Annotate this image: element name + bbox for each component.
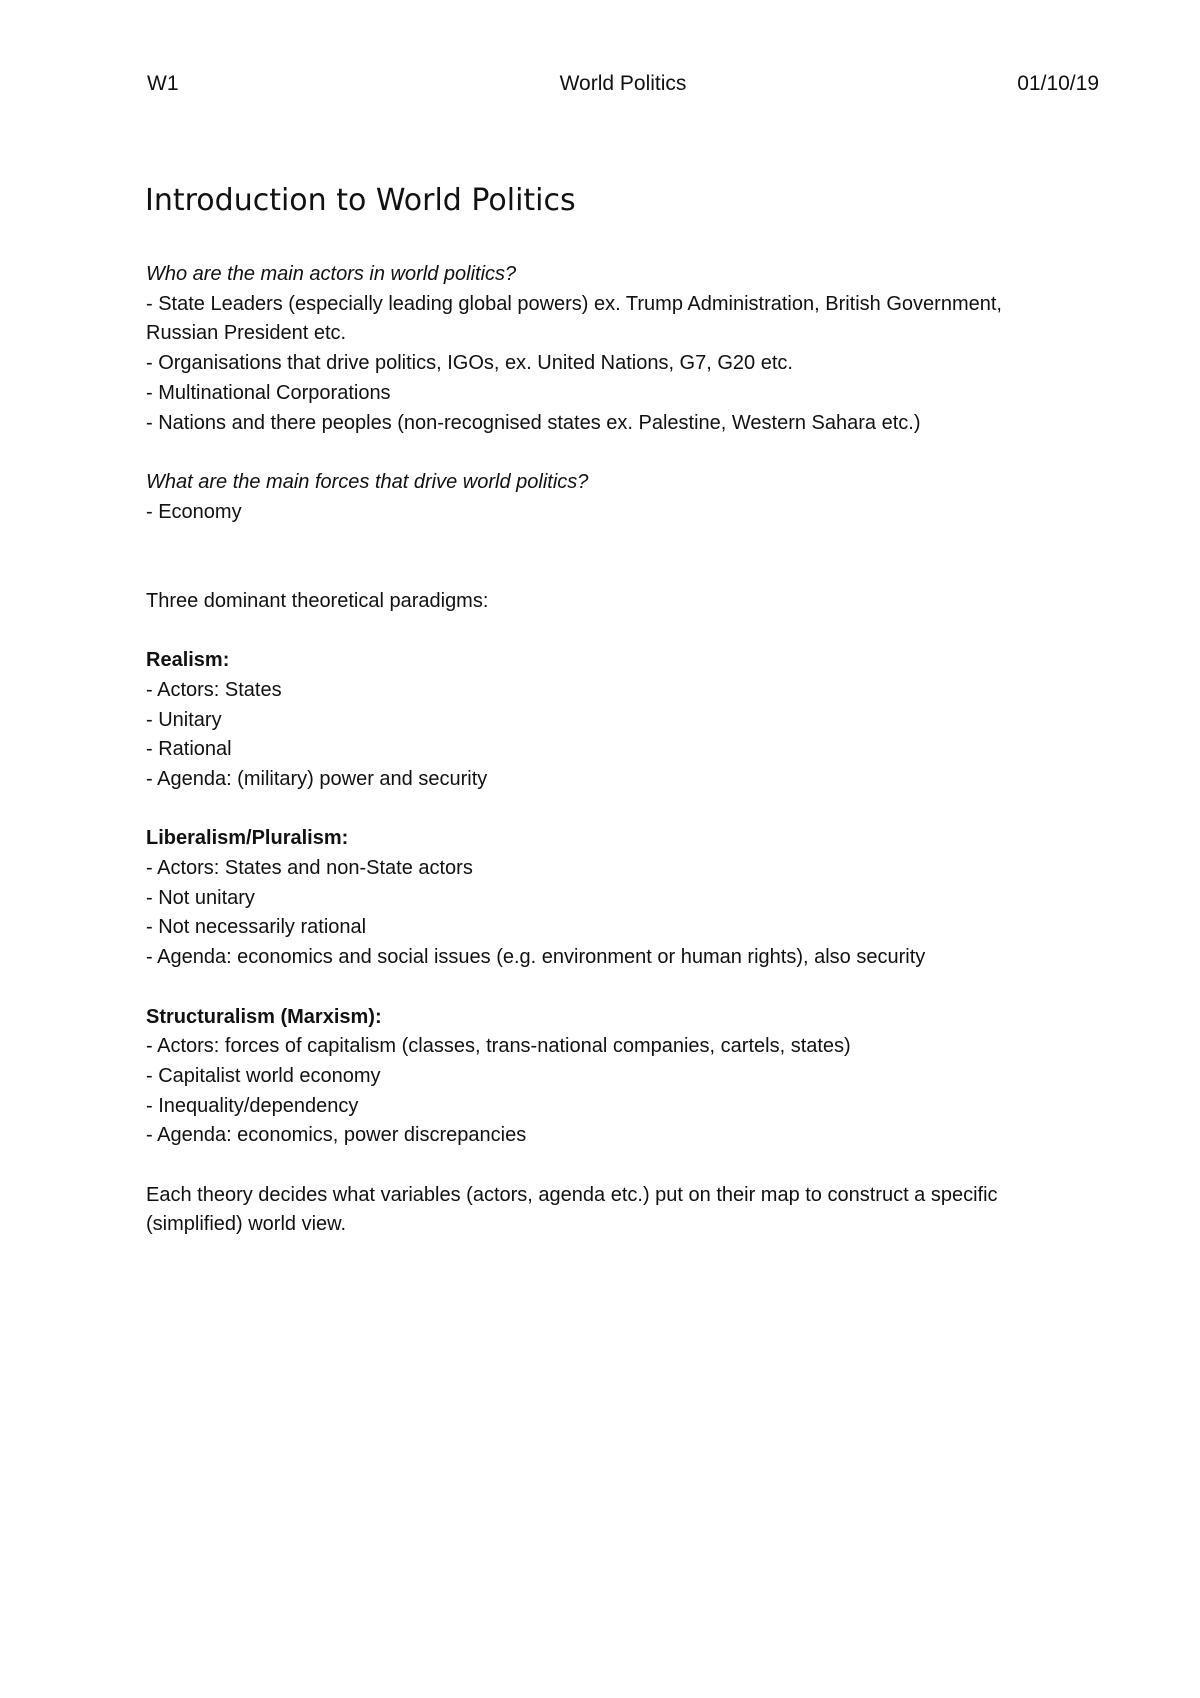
document-title: Introduction to World Politics (145, 183, 576, 218)
realism-heading: Realism: (146, 649, 230, 672)
liberalism-item: - Agenda: economics and social issues (e.g. environment or human rights), also security (146, 946, 926, 969)
header-course-title: World Politics (559, 72, 687, 95)
liberalism-heading: Liberalism/Pluralism: (146, 827, 349, 850)
paradigms-intro: Three dominant theoretical paradigms: (146, 589, 489, 612)
forces-item: - Economy (146, 500, 242, 523)
page-header (147, 72, 1099, 102)
spacer (146, 616, 1046, 646)
forces-question: What are the main forces that drive world politics? (146, 470, 589, 493)
realism-item: - Unitary (146, 708, 222, 731)
structuralism-heading: Structuralism (Marxism): (146, 1005, 382, 1028)
realism-item: - Actors: States (146, 678, 282, 701)
actors-question: Who are the main actors in world politics? (146, 263, 517, 285)
document-body (146, 260, 1046, 1240)
header-week-label: W1 (147, 72, 179, 95)
structuralism-item: - Actors: forces of capitalism (classes, trans-national companies, cartels, states) (146, 1035, 851, 1058)
realism-item: - Agenda: (military) power and security (146, 767, 488, 790)
liberalism-item: - Not unitary (146, 886, 255, 909)
header-date: 01/10/19 (1017, 72, 1099, 95)
actors-item: - State Leaders (especially leading global powers) ex. Trump Administration, British Government, Russian President etc. (146, 292, 1002, 345)
spacer (146, 527, 1046, 586)
actors-item: - Organisations that drive politics, IGOs, ex. United Nations, G7, G20 etc. (146, 352, 793, 375)
liberalism-item: - Not necessarily rational (146, 916, 367, 939)
realism-item: - Rational (146, 738, 232, 761)
structuralism-section (146, 1003, 1046, 1152)
realism-section (146, 646, 1046, 795)
structuralism-item: - Inequality/dependency (146, 1094, 359, 1117)
spacer (146, 1151, 1046, 1181)
spacer (146, 438, 1046, 468)
structuralism-item: - Capitalist world economy (146, 1064, 381, 1087)
spacer (146, 795, 1046, 825)
liberalism-item: - Actors: States and non-State actors (146, 857, 473, 879)
conclusion-paragraph: Each theory decides what variables (actors, agenda etc.) put on their map to construct a specific (simplified) world view. (146, 1183, 998, 1236)
actors-item: - Multinational Corporations (146, 381, 391, 404)
forces-section (146, 468, 1046, 527)
actors-item: - Nations and there peoples (non-recognised states ex. Palestine, Western Sahara etc.) (146, 411, 921, 434)
liberalism-section (146, 824, 1046, 973)
actors-section (146, 260, 1046, 438)
structuralism-item: - Agenda: economics, power discrepancies (146, 1124, 527, 1147)
spacer (146, 973, 1046, 1003)
